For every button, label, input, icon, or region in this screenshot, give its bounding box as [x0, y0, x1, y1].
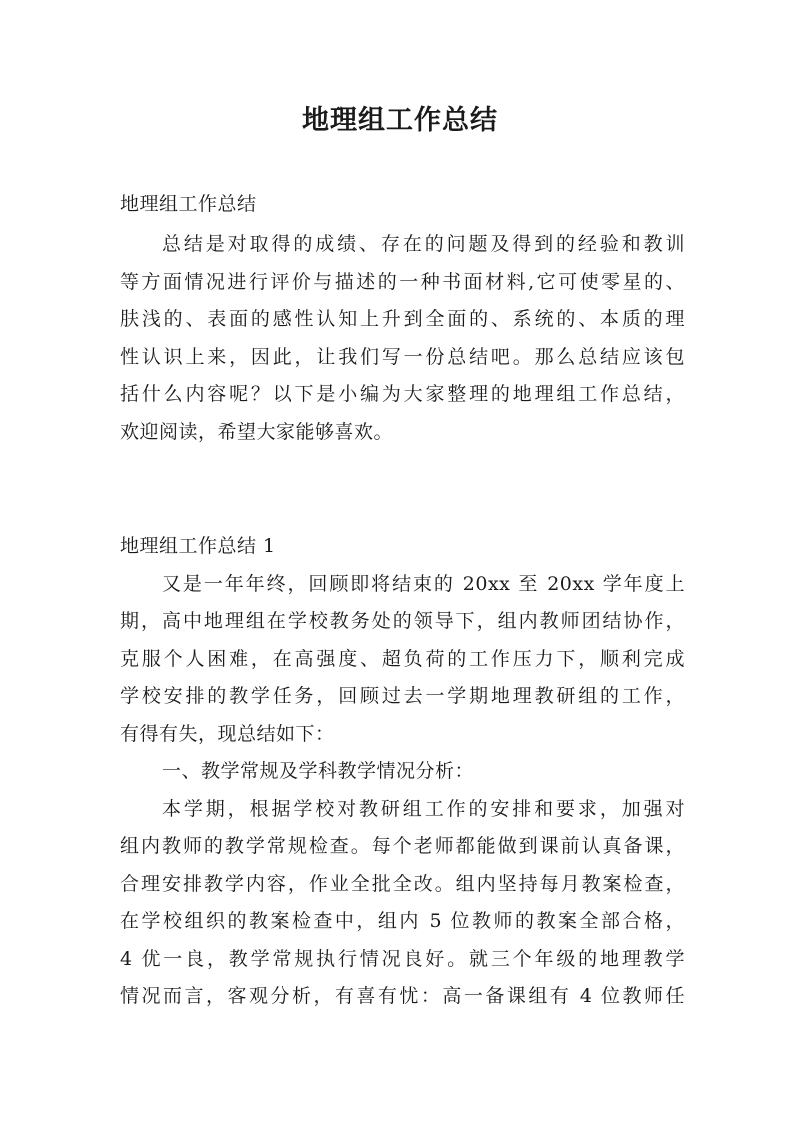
intro-line: 肤浅的、表面的感性认知上升到全面的、系统的、本质的理	[120, 308, 685, 330]
section-line: 组内教师的教学常规检查。每个老师都能做到课前认真备课，	[120, 835, 685, 857]
section-line: 合理安排教学内容，作业全批全改。组内坚持每月教案检查，	[120, 872, 685, 895]
document-title: 地理组工作总结	[302, 105, 498, 136]
intro-line: 性认识上来，因此，让我们写一份总结吧。那么总结应该包	[120, 345, 685, 368]
intro-line: 总结是对取得的成绩、存在的问题及得到的经验和教训	[162, 233, 685, 255]
intro-paragraph	[120, 226, 685, 451]
section-line: 期，高中地理组在学校教务处的领导下，组内教师团结协作，	[120, 610, 685, 632]
section-subheading: 一、教学常规及学科教学情况分析：	[162, 760, 475, 782]
section-1	[120, 528, 685, 1016]
subtitle-text: 地理组工作总结	[120, 193, 257, 215]
section-line: 本学期，根据学校对教研组工作的安排和要求，加强对	[162, 797, 685, 820]
intro-line: 括什么内容呢？以下是小编为大家整理的地理组工作总结，	[120, 383, 685, 405]
section-heading: 地理组工作总结 1	[120, 535, 276, 557]
section-line: 克服个人困难，在高强度、超负荷的工作压力下，顺利完成	[120, 647, 685, 670]
intro-line: 欢迎阅读，希望大家能够喜欢。	[120, 420, 394, 443]
section-line: 又是一年年终，回顾即将结束的 20xx 至 20xx 学年度上	[162, 572, 685, 595]
intro-line: 等方面情况进行评价与描述的一种书面材料,它可使零星的、	[120, 270, 685, 293]
section-line: 学校安排的教学任务，回顾过去一学期地理教研组的工作，	[120, 685, 685, 707]
section-line: 在学校组织的教案检查中，组内 5 位教师的教案全部合格，	[120, 910, 685, 932]
section-line: 情况而言，客观分析，有喜有忧：高一备课组有 4 位教师任	[120, 985, 685, 1007]
section-line: 有得有失，现总结如下：	[120, 722, 335, 745]
section-line: 4 优一良，教学常规执行情况良好。就三个年级的地理教学	[120, 947, 685, 970]
document-subtitle	[120, 186, 685, 224]
